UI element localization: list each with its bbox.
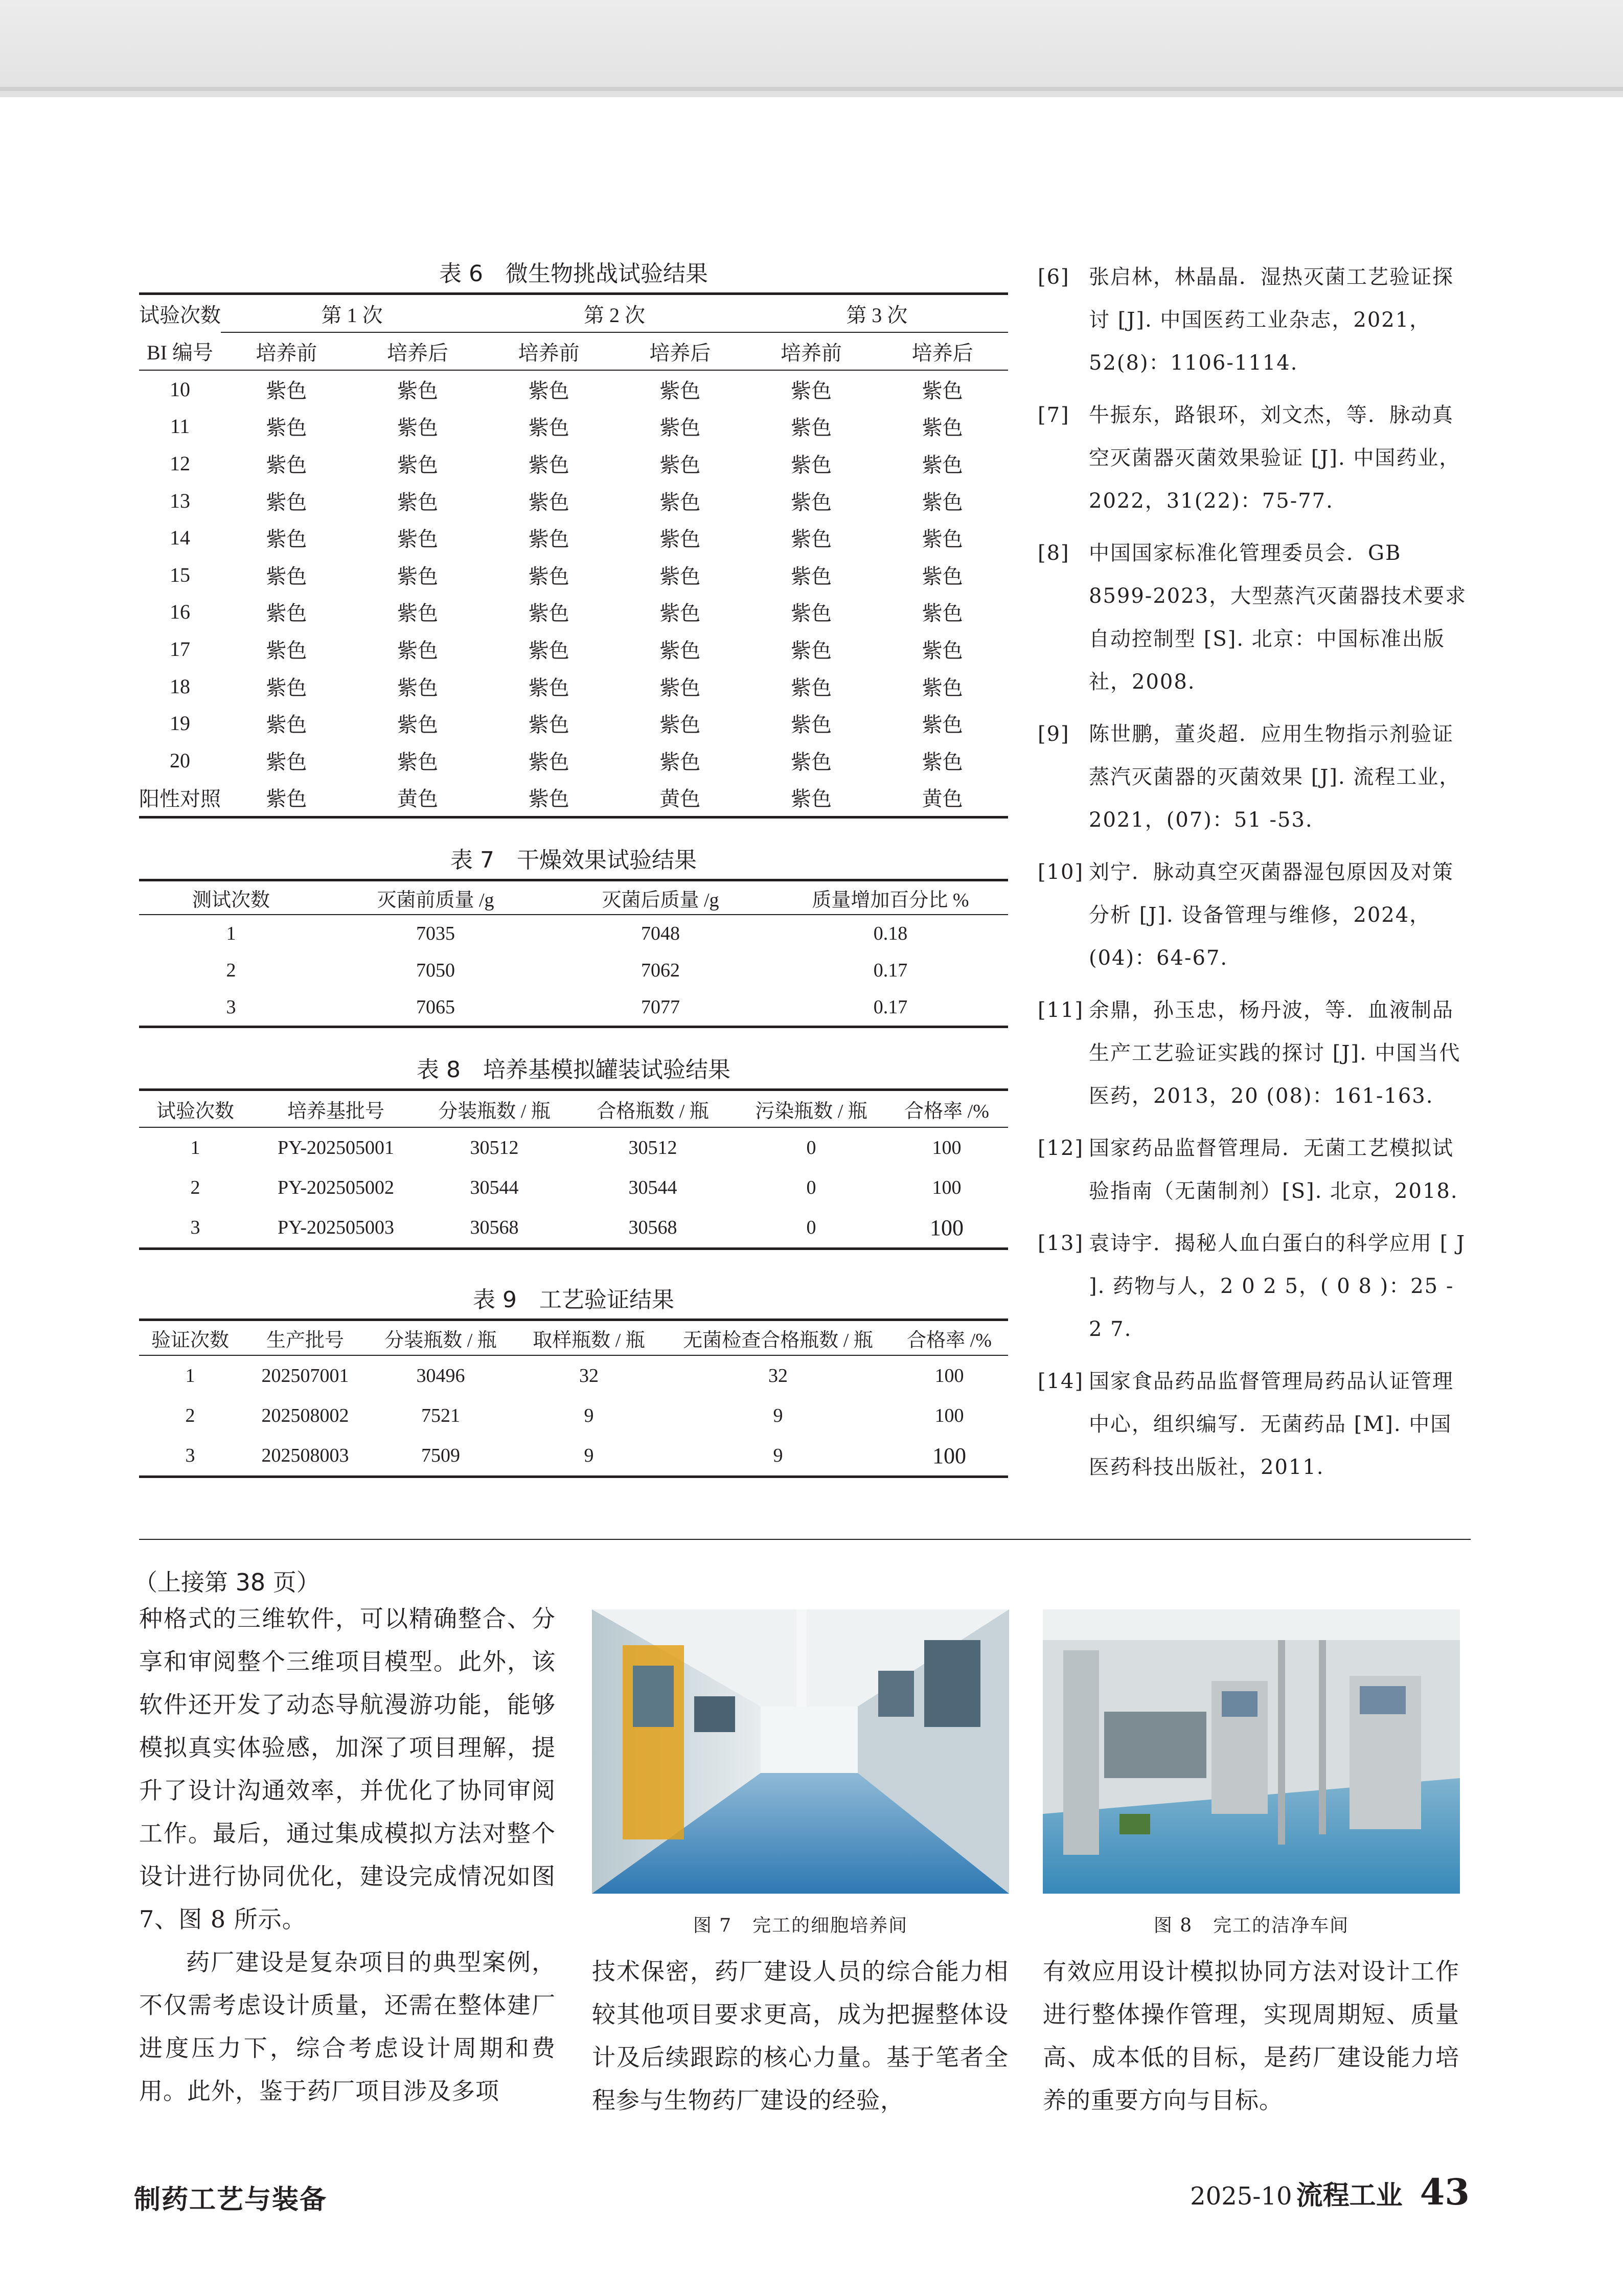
table-cell: 7048 bbox=[641, 923, 680, 945]
figure8-photo bbox=[1043, 1609, 1460, 1894]
table6-group-1: 第 1 次 bbox=[221, 294, 483, 333]
table-cell: 紫色 bbox=[922, 750, 963, 774]
table-cell: 紫色 bbox=[922, 564, 963, 588]
table-cell: 100 bbox=[890, 1436, 1008, 1477]
table-cell: 黄色 bbox=[614, 779, 746, 817]
table-cell: 3 bbox=[139, 989, 323, 1027]
table9-header-cell: 合格率 /% bbox=[890, 1320, 1008, 1356]
table-cell: 紫色 bbox=[790, 676, 832, 699]
table-row bbox=[139, 1127, 1008, 1168]
table6 bbox=[139, 292, 1008, 819]
table-cell: 紫色 bbox=[397, 453, 438, 476]
table7-caption-title: 干燥效果试验结果 bbox=[516, 847, 697, 874]
reference-number: [12] bbox=[1038, 1136, 1084, 1160]
footer-section-title: 制药工艺与装备 bbox=[134, 2184, 328, 2215]
table-cell: 30496 bbox=[416, 1365, 465, 1387]
table-cell: 13 bbox=[170, 489, 190, 512]
reference-text: 中国国家标准化管理委员会．GB 8599-2023，大型蒸汽灭菌器技术要求自动控制型 [S]. 北京：中国标准出版社，2008. bbox=[1089, 541, 1467, 694]
reference-number: [8] bbox=[1038, 541, 1070, 565]
table-cell: 20 bbox=[170, 748, 190, 772]
reference-number: [14] bbox=[1038, 1370, 1084, 1393]
table-cell: 紫色 bbox=[266, 490, 307, 514]
table6-subheader-row bbox=[139, 332, 1008, 370]
reference-text: 余鼎，孙玉忠，杨丹波，等．血液制品生产工艺验证实践的探讨 [J]. 中国当代医药，2013，20 (08)：161-163. bbox=[1089, 998, 1461, 1108]
table6-body bbox=[139, 370, 1008, 817]
table-cell: 紫色 bbox=[659, 416, 701, 440]
body-paragraph: 技术保密，药厂建设人员的综合能力相较其他项目要求更高，成为把握整体设计及后续跟踪的核心力量。基于笔者全程参与生物药厂建设的经验， bbox=[592, 1958, 1009, 2114]
table-cell: 紫色 bbox=[266, 528, 307, 551]
table-cell: 紫色 bbox=[397, 379, 438, 402]
table-cell: 1 bbox=[226, 923, 236, 945]
table-cell: 紫色 bbox=[922, 639, 963, 662]
table-cell: 7035 bbox=[416, 923, 455, 945]
table-cell: 紫色 bbox=[266, 750, 307, 774]
table-row bbox=[139, 779, 1008, 817]
table-row bbox=[139, 742, 1008, 779]
reference-item bbox=[1038, 394, 1472, 522]
reference-number: [6] bbox=[1038, 265, 1070, 289]
table-cell: 阳性对照 bbox=[139, 779, 221, 817]
table6-sub-header: 培养前 bbox=[780, 341, 842, 365]
reference-text: 刘宁．脉动真空灭菌器湿包原因及对策分析 [J]. 设备管理与维修，2024，(04)：64-67. bbox=[1089, 860, 1454, 970]
table9-header-cell: 无菌检查合格瓶数 / 瓶 bbox=[666, 1320, 890, 1356]
table-cell: 紫色 bbox=[922, 713, 963, 737]
table8 bbox=[139, 1088, 1008, 1250]
table-cell: 紫色 bbox=[528, 528, 569, 551]
table-cell: 202507001 bbox=[261, 1365, 349, 1387]
table6-sub-header: 培养后 bbox=[386, 341, 448, 365]
table-row bbox=[139, 630, 1008, 668]
table-row bbox=[139, 482, 1008, 519]
table-cell: 紫色 bbox=[659, 490, 701, 514]
reference-number: [11] bbox=[1038, 998, 1084, 1022]
table-row bbox=[139, 915, 1008, 952]
table6-sub-header: 培养后 bbox=[911, 341, 973, 365]
table-cell: 1 bbox=[185, 1365, 195, 1387]
table-cell: 紫色 bbox=[790, 713, 832, 737]
table-row bbox=[139, 519, 1008, 556]
table-cell: 紫色 bbox=[397, 564, 438, 588]
table-cell: 30512 bbox=[470, 1137, 519, 1159]
table-cell: 1 bbox=[190, 1137, 200, 1159]
table-cell: 紫色 bbox=[659, 750, 701, 774]
table-cell: 202508003 bbox=[241, 1436, 369, 1477]
table-cell: 0 bbox=[737, 1208, 885, 1249]
table-cell: 紫色 bbox=[659, 713, 701, 737]
table-cell: 紫色 bbox=[528, 639, 569, 662]
tables-column bbox=[139, 256, 1008, 1478]
table8-caption-title: 培养基模拟罐装试验结果 bbox=[483, 1057, 730, 1083]
table-cell: 紫色 bbox=[790, 453, 832, 476]
body-paragraph: 有效应用设计模拟协同方法对设计工作进行整体操作管理，实现周期短、质量高、成本低的目标，是药厂建设能力培养的重要方向与目标。 bbox=[1043, 1958, 1459, 2114]
reference-text: 国家食品药品监督管理局药品认证管理中心，组织编写．无菌药品 [M]. 中国医药科技出版社，2011. bbox=[1089, 1370, 1454, 1479]
reference-item bbox=[1038, 989, 1472, 1118]
table-cell: 7521 bbox=[421, 1405, 460, 1427]
reference-item bbox=[1038, 713, 1472, 842]
table-cell: 紫色 bbox=[528, 602, 569, 625]
table-row bbox=[139, 1208, 1008, 1249]
cell-culture-room-image bbox=[592, 1609, 1009, 1894]
table-cell: 19 bbox=[170, 712, 190, 735]
table-cell: 紫色 bbox=[922, 416, 963, 440]
table-cell: 紫色 bbox=[790, 564, 832, 588]
table-cell: 100 bbox=[934, 1365, 964, 1387]
table6-group-3: 第 3 次 bbox=[746, 294, 1008, 333]
table-cell: 10 bbox=[170, 377, 190, 401]
table6-head-label: 试验次数 bbox=[139, 294, 221, 333]
table-cell: 12 bbox=[170, 451, 190, 475]
table9-caption bbox=[139, 1282, 1008, 1319]
footer-issue: 2025-10 bbox=[1190, 2182, 1292, 2211]
table9-header-cell: 取样瓶数 / 瓶 bbox=[512, 1320, 666, 1356]
table-cell: 30544 bbox=[628, 1177, 677, 1199]
reference-item bbox=[1038, 532, 1472, 703]
table9-caption-number: 表 9 bbox=[473, 1287, 517, 1313]
table-cell: 紫色 bbox=[790, 528, 832, 551]
figure7-photo bbox=[592, 1609, 1009, 1894]
table-row bbox=[139, 989, 1008, 1027]
table-cell: PY-202505003 bbox=[252, 1208, 420, 1249]
figure7-title: 完工的细胞培养间 bbox=[752, 1915, 908, 1936]
table-cell: 100 bbox=[932, 1177, 962, 1199]
continued-from-label: （上接第 38 页） bbox=[134, 1568, 320, 1596]
table-cell: 9 bbox=[512, 1436, 666, 1477]
page-number: 43 bbox=[1420, 2171, 1470, 2213]
reference-text: 牛振东，路银环，刘文杰，等．脉动真空灭菌器灭菌效果验证 [J]. 中国药业，2022，31(22)：75-77. bbox=[1089, 403, 1461, 513]
table-cell: 紫色 bbox=[659, 453, 701, 476]
table7-body bbox=[139, 915, 1008, 1027]
table-row bbox=[139, 370, 1008, 408]
table-cell: 9 bbox=[584, 1405, 594, 1427]
table-cell: 7509 bbox=[369, 1436, 512, 1477]
table9-body bbox=[139, 1355, 1008, 1477]
table9-header-row bbox=[139, 1320, 1008, 1356]
table8-caption bbox=[139, 1052, 1008, 1088]
table8-caption-number: 表 8 bbox=[417, 1057, 461, 1083]
table-cell: 紫色 bbox=[528, 416, 569, 440]
table6-group-2: 第 2 次 bbox=[483, 294, 745, 333]
table7-caption-number: 表 7 bbox=[450, 847, 494, 874]
table-row bbox=[139, 952, 1008, 989]
reference-item bbox=[1038, 1127, 1472, 1213]
clean-workshop-image bbox=[1043, 1609, 1460, 1894]
body-paragraph: 种格式的三维软件，可以精确整合、分享和审阅整个三维项目模型。此外，该软件还开发了动态导航漫游功能，能够模拟真实体验感，加深了项目理解，提升了设计沟通效率，并优化了协同审阅工作。最后，通过集成模拟方法对整个设计进行协同优化，建设完成情况如图 7、图 8 所示。 bbox=[139, 1605, 556, 1933]
table6-caption bbox=[139, 256, 1008, 292]
table-cell: 7065 bbox=[323, 989, 548, 1027]
table-cell: 17 bbox=[170, 637, 190, 661]
table-cell: 紫色 bbox=[659, 639, 701, 662]
table-cell: 3 bbox=[139, 1436, 241, 1477]
table8-header-cell: 分装瓶数 / 瓶 bbox=[420, 1090, 568, 1128]
table-cell: 2 bbox=[226, 960, 236, 982]
table-cell: 紫色 bbox=[397, 676, 438, 699]
page-top-rule bbox=[0, 87, 1623, 91]
table-cell: 紫色 bbox=[790, 639, 832, 662]
table-cell: 紫色 bbox=[528, 750, 569, 774]
table-cell: PY-202505002 bbox=[277, 1177, 395, 1199]
table-cell: 紫色 bbox=[266, 713, 307, 737]
table-cell: 30544 bbox=[470, 1177, 519, 1199]
table6-sub-header: 培养前 bbox=[256, 341, 317, 365]
page-top-band bbox=[0, 0, 1623, 97]
reference-item bbox=[1038, 256, 1472, 384]
figure7-caption bbox=[592, 1911, 1009, 1937]
table6-caption-title: 微生物挑战试验结果 bbox=[505, 261, 708, 287]
table-cell: 7077 bbox=[548, 989, 773, 1027]
table-cell: 紫色 bbox=[659, 379, 701, 402]
table-cell: 0.18 bbox=[873, 923, 908, 945]
table-cell: 紫色 bbox=[266, 676, 307, 699]
table7-header-cell: 灭菌前质量 /g bbox=[323, 880, 548, 915]
table-cell: PY-202505001 bbox=[277, 1137, 395, 1159]
table8-header-cell: 合格瓶数 / 瓶 bbox=[568, 1090, 737, 1128]
table7-header-cell: 质量增加百分比 % bbox=[773, 880, 1008, 915]
reference-text: 陈世鹏，董炎超．应用生物指示剂验证蒸汽灭菌器的灭菌效果 [J]. 流程工业，2021，(07)：51 -53. bbox=[1089, 722, 1461, 832]
table-cell: 黄色 bbox=[877, 779, 1008, 817]
table8-header-cell: 合格率 /% bbox=[885, 1090, 1008, 1128]
table-row bbox=[139, 1355, 1008, 1396]
reference-number: [7] bbox=[1038, 403, 1070, 427]
table7-caption bbox=[139, 842, 1008, 879]
table7 bbox=[139, 879, 1008, 1028]
table-cell: 100 bbox=[885, 1208, 1008, 1249]
table-cell: 紫色 bbox=[790, 750, 832, 774]
table-cell: 紫色 bbox=[659, 564, 701, 588]
table7-header-cell: 灭菌后质量 /g bbox=[548, 880, 773, 915]
table8-body bbox=[139, 1127, 1008, 1249]
reference-item bbox=[1038, 1222, 1472, 1351]
table-cell: 紫色 bbox=[483, 779, 614, 817]
table-cell: 18 bbox=[170, 674, 190, 698]
body-paragraph: 药厂建设是复杂项目的典型案例，不仅需考虑设计质量，还需在整体建厂进度压力下，综合考虑设计周期和费用。此外，鉴于药厂项目涉及多项 bbox=[139, 1948, 556, 2105]
body-column-1 bbox=[139, 1597, 556, 2112]
table-cell: 14 bbox=[170, 526, 190, 550]
table-cell: 紫色 bbox=[528, 564, 569, 588]
table-row bbox=[139, 556, 1008, 594]
table-row bbox=[139, 445, 1008, 482]
reference-text: 国家药品监督管理局．无菌工艺模拟试验指南（无菌制剂）[S]. 北京，2018. bbox=[1089, 1136, 1458, 1203]
table-cell: 紫色 bbox=[790, 416, 832, 440]
table-cell: 30568 bbox=[568, 1208, 737, 1249]
table-cell: 100 bbox=[932, 1137, 962, 1159]
table-cell: 9 bbox=[773, 1405, 783, 1427]
table-cell: 黄色 bbox=[352, 779, 484, 817]
footer-magazine: 流程工业 bbox=[1296, 2180, 1403, 2211]
table-cell: 2 bbox=[185, 1405, 195, 1427]
table-row bbox=[139, 1396, 1008, 1436]
table-cell: 紫色 bbox=[221, 779, 352, 817]
table6-bi-label: BI 编号 bbox=[147, 341, 213, 364]
table9-header-cell: 分装瓶数 / 瓶 bbox=[369, 1320, 512, 1356]
table-cell: 30568 bbox=[420, 1208, 568, 1249]
table6-sub-header: 培养后 bbox=[649, 341, 711, 365]
table-cell: 9 bbox=[666, 1436, 890, 1477]
table-cell: 紫色 bbox=[266, 564, 307, 588]
reference-number: [9] bbox=[1038, 722, 1070, 746]
reference-number: [10] bbox=[1038, 860, 1084, 884]
table-cell: 2 bbox=[190, 1177, 200, 1199]
table6-sub-header: 培养前 bbox=[518, 341, 580, 365]
table-cell: 紫色 bbox=[922, 676, 963, 699]
table-cell: 紫色 bbox=[266, 416, 307, 440]
table-cell: 紫色 bbox=[746, 779, 877, 817]
table-cell: 紫色 bbox=[790, 602, 832, 625]
table-cell: 紫色 bbox=[397, 490, 438, 514]
table-cell: 紫色 bbox=[659, 528, 701, 551]
reference-item bbox=[1038, 851, 1472, 980]
table-cell: 3 bbox=[139, 1208, 252, 1249]
table-cell: 紫色 bbox=[922, 379, 963, 402]
table-cell: 100 bbox=[934, 1405, 964, 1427]
table-cell: 紫色 bbox=[922, 490, 963, 514]
table-cell: 紫色 bbox=[528, 490, 569, 514]
table-row bbox=[139, 1168, 1008, 1208]
table-cell: 11 bbox=[170, 415, 190, 438]
references-list bbox=[1038, 256, 1472, 1498]
table-cell: 0 bbox=[806, 1177, 816, 1199]
table8-header-cell: 培养基批号 bbox=[252, 1090, 420, 1128]
body-column-3 bbox=[1043, 1950, 1459, 2122]
table-cell: 紫色 bbox=[659, 676, 701, 699]
section-divider bbox=[139, 1539, 1471, 1540]
table-cell: 紫色 bbox=[266, 453, 307, 476]
table-cell: 202508002 bbox=[261, 1405, 349, 1427]
table8-header-row bbox=[139, 1090, 1008, 1128]
table-cell: 紫色 bbox=[397, 602, 438, 625]
table-cell: 30512 bbox=[628, 1137, 677, 1159]
table-cell: 紫色 bbox=[528, 379, 569, 402]
table-cell: 紫色 bbox=[266, 639, 307, 662]
table-cell: 紫色 bbox=[922, 528, 963, 551]
table-cell: 32 bbox=[579, 1365, 599, 1387]
table-row bbox=[139, 408, 1008, 445]
figure7-number: 图 7 bbox=[693, 1915, 733, 1936]
table9-header-cell: 验证次数 bbox=[139, 1320, 241, 1356]
table-cell: 0.17 bbox=[873, 960, 908, 982]
table-row bbox=[139, 1436, 1008, 1477]
table9 bbox=[139, 1319, 1008, 1478]
table-row bbox=[139, 594, 1008, 631]
table-cell: 紫色 bbox=[397, 416, 438, 440]
table-cell: 0 bbox=[806, 1137, 816, 1159]
table9-caption-title: 工艺验证结果 bbox=[539, 1287, 674, 1313]
reference-text: 袁诗宇．揭秘人血白蛋白的科学应用 [ J ]. 药物与人，2 0 2 5，( 0 8 )：25 - 2 7. bbox=[1089, 1232, 1466, 1341]
table-cell: 紫色 bbox=[266, 602, 307, 625]
table9-header-cell: 生产批号 bbox=[241, 1320, 369, 1356]
table8-header-cell: 试验次数 bbox=[139, 1090, 252, 1128]
table-cell: 紫色 bbox=[790, 490, 832, 514]
table-cell: 0.17 bbox=[773, 989, 1008, 1027]
table6-caption-number: 表 6 bbox=[439, 261, 483, 287]
table-cell: 紫色 bbox=[397, 639, 438, 662]
table-cell: 7050 bbox=[416, 960, 455, 982]
table-cell: 紫色 bbox=[528, 676, 569, 699]
figure8-title: 完工的洁净车间 bbox=[1213, 1915, 1350, 1936]
footer-right bbox=[1190, 2171, 1470, 2213]
table6-header-row bbox=[139, 294, 1008, 333]
table-cell: 紫色 bbox=[528, 453, 569, 476]
table-row bbox=[139, 704, 1008, 742]
figure8-number: 图 8 bbox=[1153, 1915, 1193, 1936]
table-cell: 紫色 bbox=[659, 602, 701, 625]
table-cell: 紫色 bbox=[922, 602, 963, 625]
table-cell: 紫色 bbox=[790, 379, 832, 402]
table-cell: 7062 bbox=[641, 960, 680, 982]
table7-header-cell: 测试次数 bbox=[139, 880, 323, 915]
table-cell: 32 bbox=[768, 1365, 788, 1387]
table-cell: 紫色 bbox=[528, 713, 569, 737]
reference-item bbox=[1038, 1360, 1472, 1489]
table7-header-row bbox=[139, 880, 1008, 915]
reference-text: 张启林，林晶晶．湿热灭菌工艺验证探讨 [J]. 中国医药工业杂志，2021，52(8)：1106-1114. bbox=[1089, 265, 1454, 375]
reference-number: [13] bbox=[1038, 1232, 1084, 1255]
table-cell: 15 bbox=[170, 563, 190, 586]
table-cell: 紫色 bbox=[397, 750, 438, 774]
figure8-caption bbox=[1043, 1911, 1460, 1937]
table-row bbox=[139, 668, 1008, 705]
table-cell: 紫色 bbox=[266, 379, 307, 402]
table-cell: 16 bbox=[170, 600, 190, 624]
table-cell: 紫色 bbox=[922, 453, 963, 476]
table-cell: 紫色 bbox=[397, 528, 438, 551]
table8-header-cell: 污染瓶数 / 瓶 bbox=[737, 1090, 885, 1128]
body-column-2 bbox=[592, 1950, 1009, 2122]
table-cell: 紫色 bbox=[397, 713, 438, 737]
